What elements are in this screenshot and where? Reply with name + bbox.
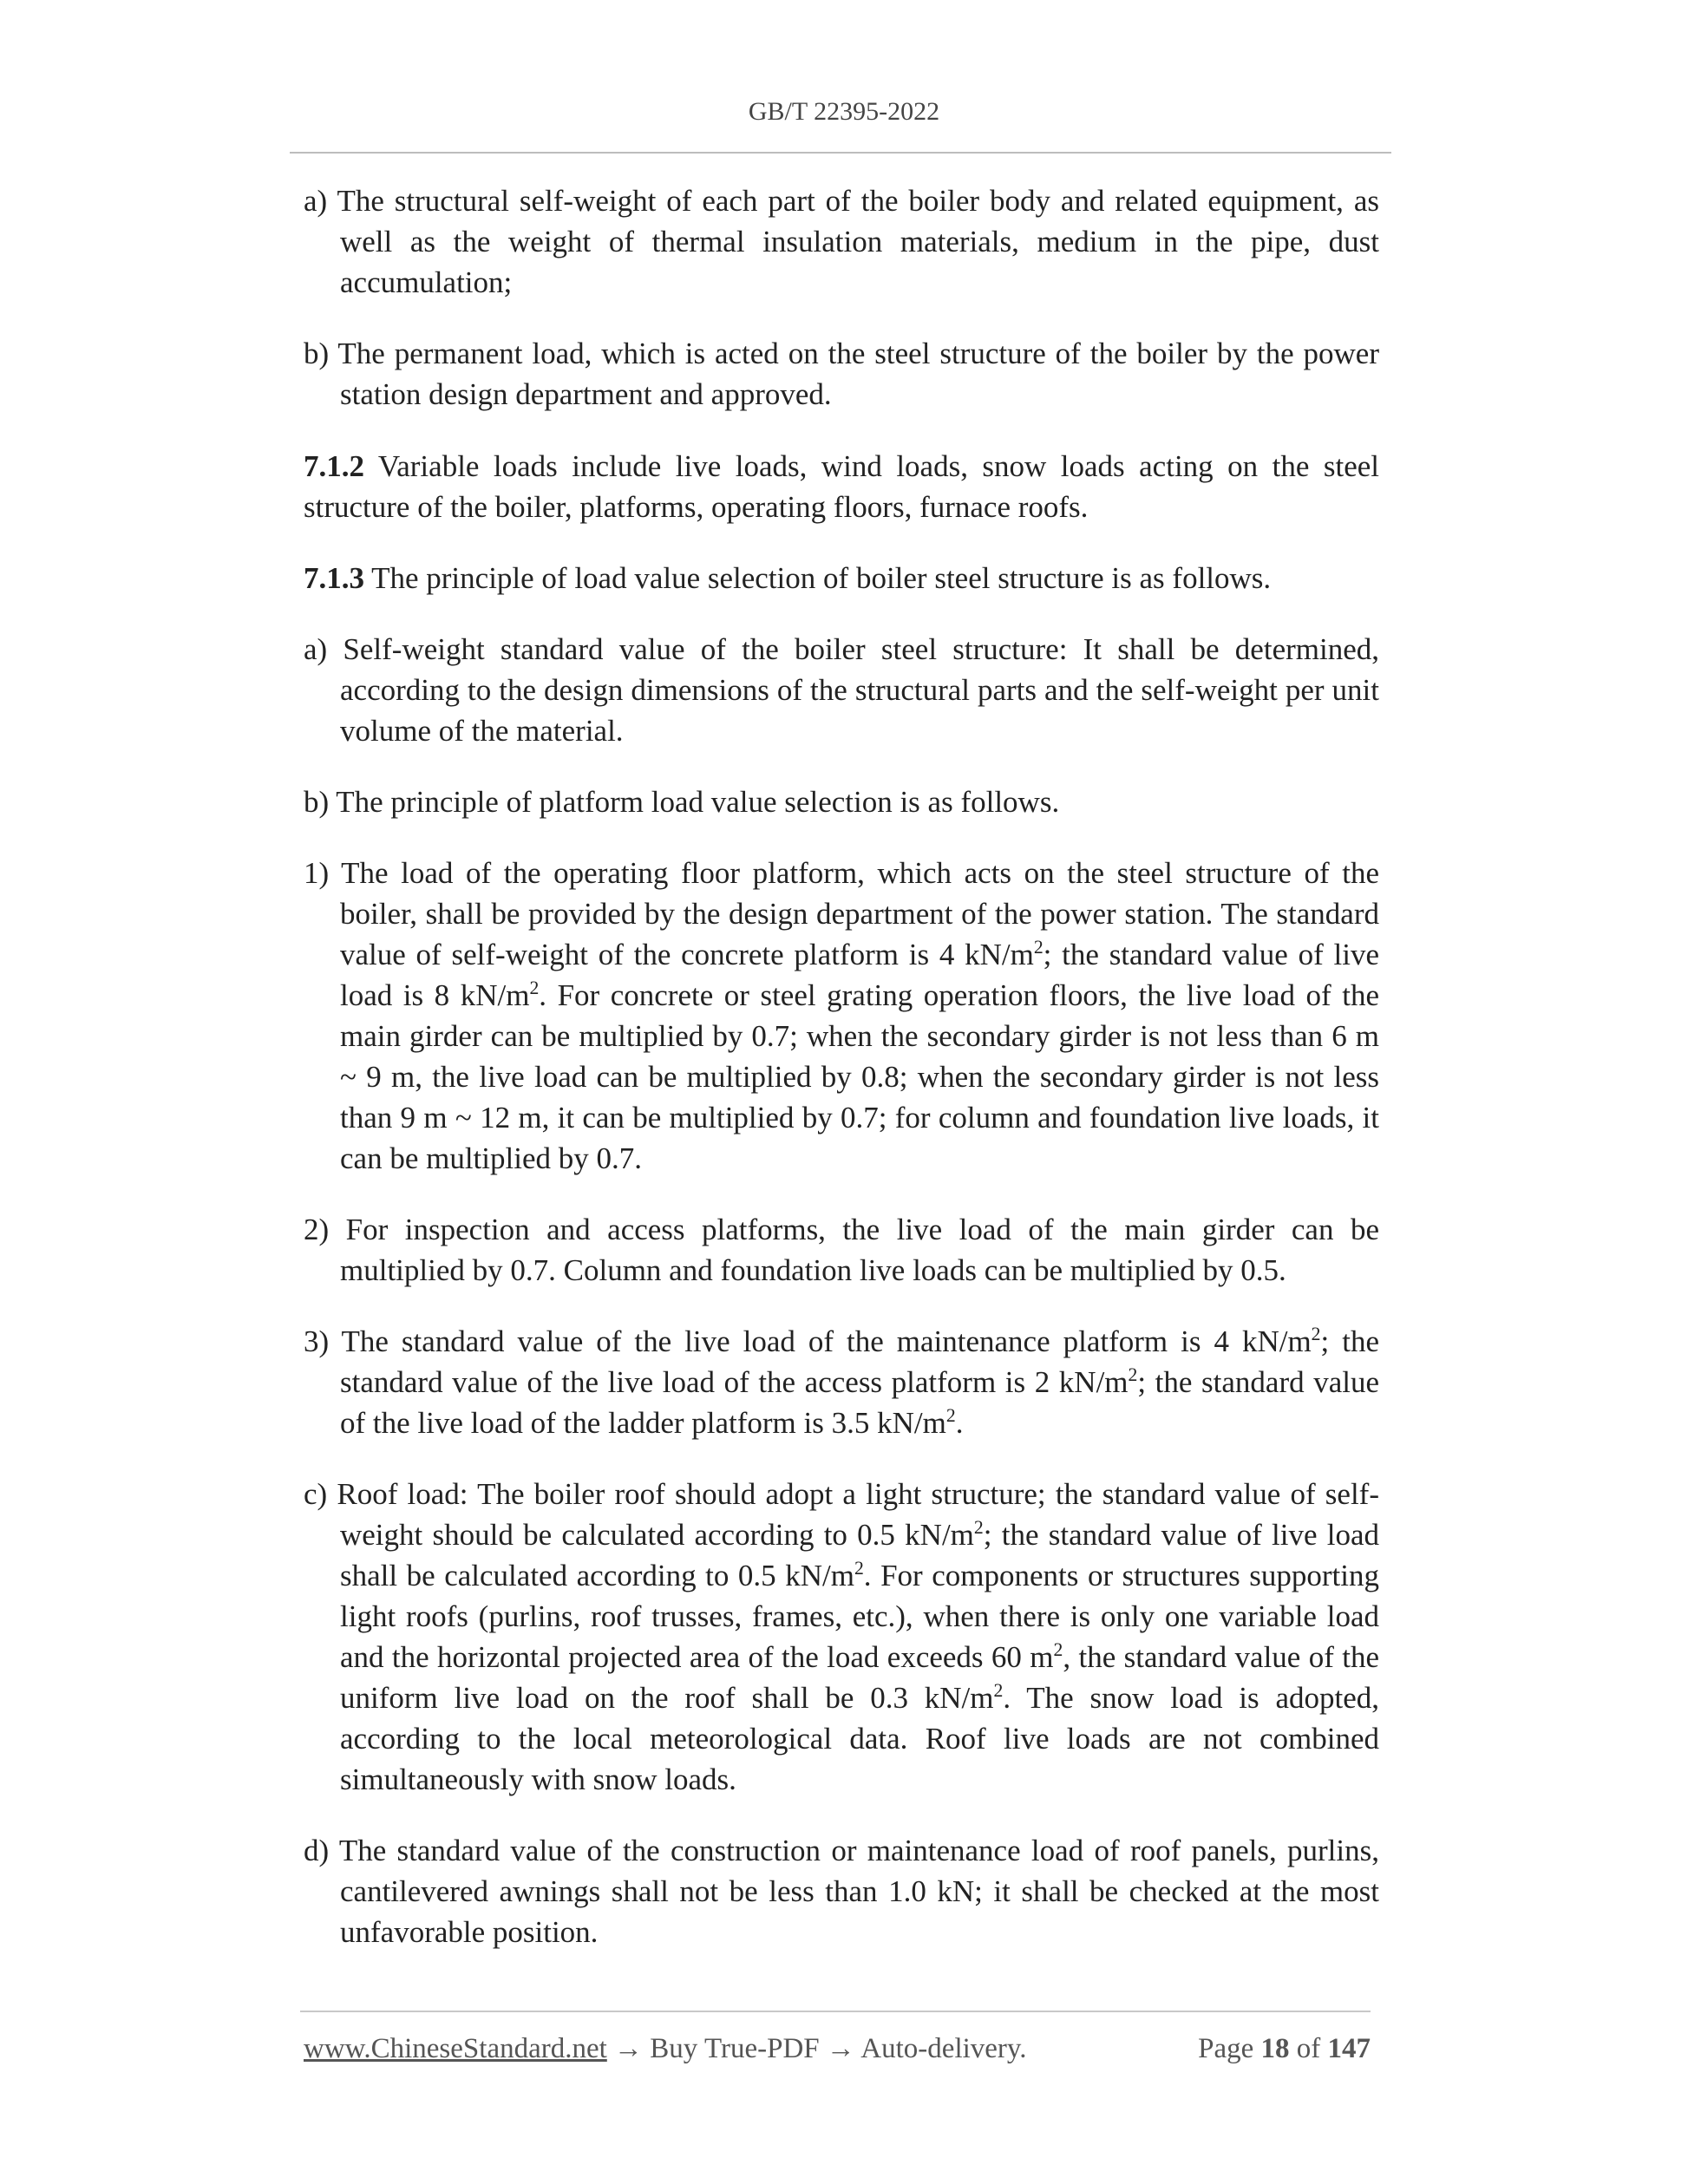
clause-number: 7.1.3 xyxy=(304,561,364,595)
clause-text: Variable loads include live loads, wind loads, snow loads acting on the steel structure of the boiler, platforms, operating floors, furnace roofs. xyxy=(304,449,1379,524)
page-number: Page 18 of 147 xyxy=(1198,2033,1371,2064)
delivery-text: Auto-delivery. xyxy=(854,2033,1027,2064)
clause-number: 7.1.2 xyxy=(304,449,364,483)
clause-text: The principle of load value selection of boiler steel structure is as follows. xyxy=(364,561,1272,595)
superscript: 2 xyxy=(993,1679,1004,1701)
arrow-right-icon: → xyxy=(826,2033,855,2064)
site-link[interactable]: www.ChineseStandard.net xyxy=(304,2033,607,2064)
list-item-construction-load-d: d) The standard value of the construction or maintenance load of roof panels, purlins, cantilevered awnings shall not be less than 1.0 kN; it shall be checked at the most unfavorable position. xyxy=(304,1834,1379,1949)
superscript: 2 xyxy=(1128,1363,1138,1385)
arrow-right-icon: → xyxy=(614,2033,644,2064)
superscript: 2 xyxy=(529,977,540,998)
total-pages: 147 xyxy=(1327,2033,1371,2064)
list-item-self-weight-a: a) Self-weight standard value of the boiler steel structure: It shall be determined, according to the design dimensions of the structural parts and the self-weight per unit volume of the material. xyxy=(304,632,1379,748)
footer-links xyxy=(304,2033,1027,2065)
list-item-roof-load-c: c) Roof load: The boiler roof should adopt a light structure; the standard value of self-weight should be calculated according to 0.5 $kN/m^2$; the standard value of live load shall be calculated according to 0.5 $kN/m^2$. For components or structures supporting light roofs (purlins, roof trusses, frames, etc.), when there is only one variable load and the horizontal projected area of the load exceeds 60 $m^2$, the standard value of the uniform live load on the roof shall be 0.3 $kN/m^2$. The snow load is adopted, according to the local meteorological data. Roof live loads are not combined simultaneously with snow loads. xyxy=(304,1477,1380,1796)
superscript: 2 xyxy=(1053,1638,1063,1660)
standard-code: GB/T 22395-2022 xyxy=(748,97,940,126)
superscript: 2 xyxy=(945,1404,956,1426)
current-page: 18 xyxy=(1260,2033,1290,2064)
superscript: 2 xyxy=(1033,936,1044,958)
footer-divider xyxy=(300,2011,1371,2012)
list-item-permanent-a: a) The structural self-weight of each part of the boiler body and related equipment, as well as the weight of thermal insulation materials, medium in the pipe, dust accumulation; xyxy=(304,184,1379,299)
clause-7-1-2 xyxy=(304,446,1379,527)
sublist-item-inspection: 2) For inspection and access platforms, the live load of the main girder can be multiplied by 0.7. Column and foundation live loads can be multiplied by 0.5. xyxy=(304,1213,1379,1287)
list-item-platform-b: b) The principle of platform load value selection is as follows. xyxy=(304,785,1060,819)
clause-7-1-3 xyxy=(304,558,1379,598)
sublist-item-operating-floor: 1) The load of the operating floor platform, which acts on the steel structure of the boiler, shall be provided by the design department of the power station. The standard value of self-weight of the concrete platform is 4 $kN/m^2$; the standard value of live load is 8 $kN/m^2$. For concrete or steel grating operation floors, the live load of the main girder can be multiplied by 0.7; when the secondary girder is not less than 6 m ~ 9 m, the live load can be multiplied by 0.8; when the secondary girder is not less than 9 m ~ 12 m, it can be multiplied by 0.7; for column and foundation live loads, it can be multiplied by 0.7. xyxy=(304,856,1379,1175)
superscript: 2 xyxy=(1311,1323,1321,1344)
sublist-item-maintenance: 3) The standard value of the live load of the maintenance platform is 4 $kN/m^2$; the standard value of the live load of the access platform is 2 $kN/m^2$; the standard value of the live load of the ladder platform is 3.5 $kN/m^2$. xyxy=(304,1323,1379,1440)
buy-text: Buy True-PDF xyxy=(643,2033,827,2064)
page-header xyxy=(0,97,1688,127)
superscript: 2 xyxy=(854,1557,864,1579)
header-divider xyxy=(290,152,1391,154)
list-item-permanent-b: b) The permanent load, which is acted on the steel structure of the boiler by the power station design department and approved. xyxy=(304,337,1379,411)
superscript: 2 xyxy=(973,1516,984,1538)
page-body xyxy=(304,180,1379,1952)
